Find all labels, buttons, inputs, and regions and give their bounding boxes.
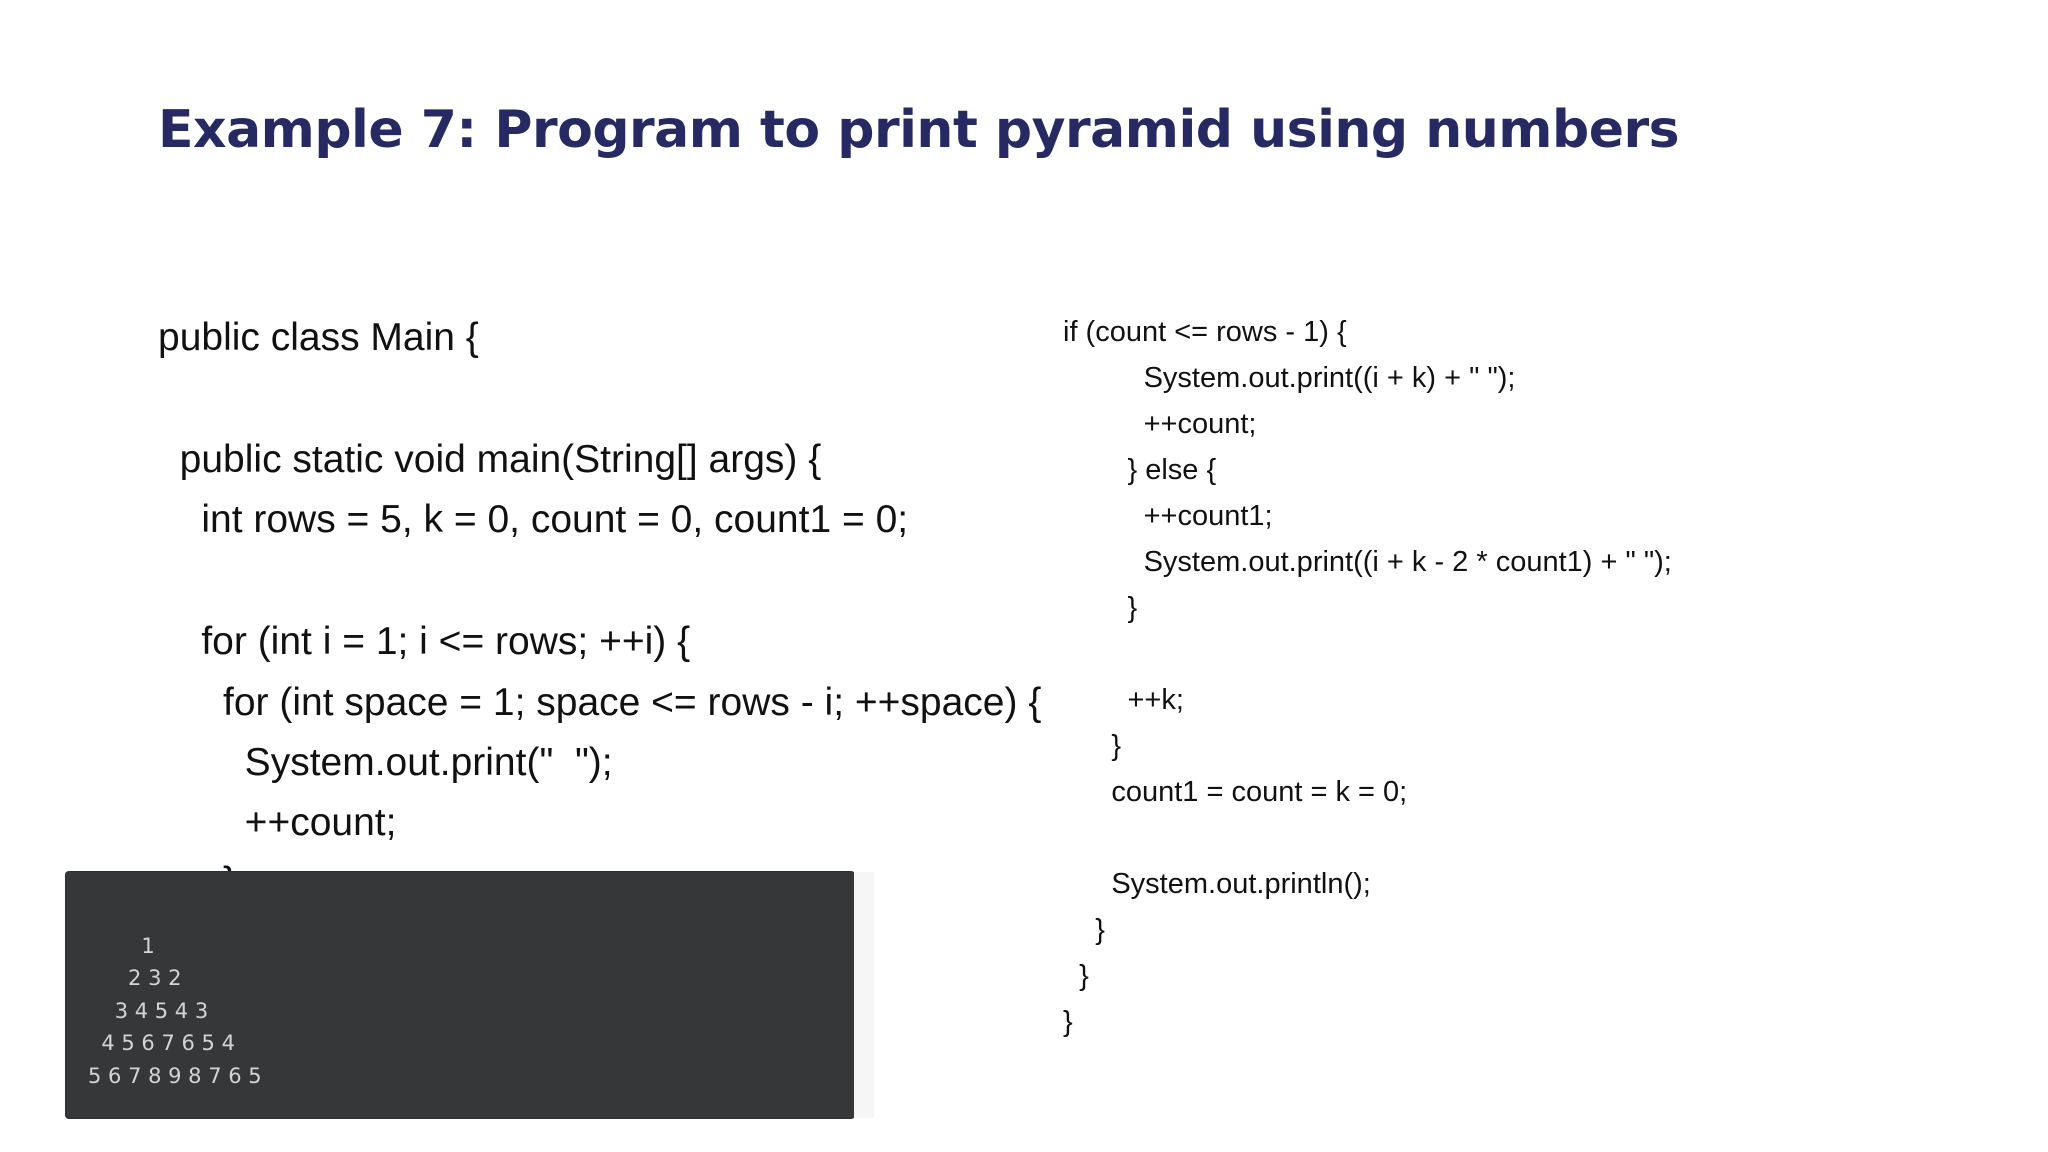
code-line: } [1063,730,1122,762]
code-line: ++count1; [1063,500,1273,532]
code-line: public static void main(String[] args) { [158,438,822,481]
code-block-right [1063,316,1823,1056]
code-block-left [158,310,1042,872]
code-line: System.out.print((i + k) + " "); [1063,362,1516,394]
code-line: ++k; [1063,684,1184,716]
code-line: count1 = count = k = 0; [1063,776,1408,808]
code-line: ++count; [1063,408,1257,440]
code-line: } else { [1063,454,1217,486]
output-line: 4 5 6 7 6 5 4 [88,1031,235,1055]
output-line: 3 4 5 4 3 [88,999,209,1023]
output-line: 2 3 2 [88,966,182,990]
code-line: public class Main { [158,316,479,359]
code-line: } [1063,960,1089,992]
code-line: System.out.print(" "); [158,741,613,784]
code-line: } [1063,592,1138,624]
code-line: ++count; [158,801,397,844]
console-output-panel [66,872,854,1118]
code-line: } [1063,914,1105,946]
code-line: System.out.print((i + k - 2 * count1) + " "); [1063,546,1672,578]
output-line: 1 [88,934,155,958]
code-line: System.out.println(); [1063,868,1371,900]
code-line: int rows = 5, k = 0, count = 0, count1 = 0; [158,498,909,541]
slide-title: Example 7: Program to print pyramid using numbers [158,100,1680,160]
code-line: for (int space = 1; space <= rows - i; ++space) { [158,681,1042,724]
output-line: 5 6 7 8 9 8 7 6 5 [88,1064,262,1088]
console-edge [854,872,874,1118]
code-line: } [1063,1006,1073,1038]
code-line: if (count <= rows - 1) { [1063,316,1347,348]
code-line: for (int i = 1; i <= rows; ++i) { [158,620,691,663]
